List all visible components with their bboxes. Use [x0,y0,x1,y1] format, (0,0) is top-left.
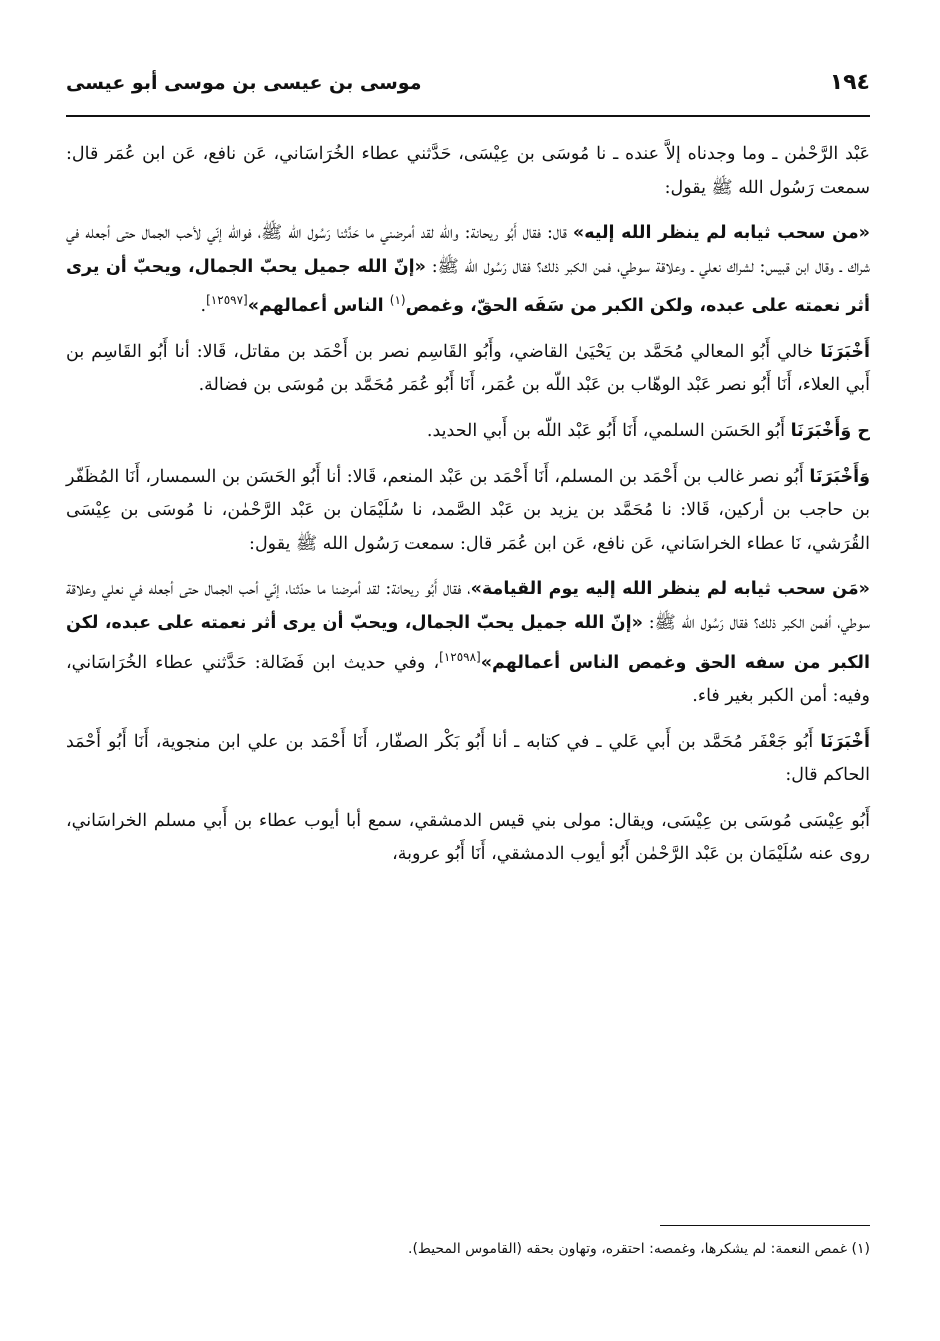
hadith-reference-number: [١٢٥٩٨] [439,649,481,664]
running-title: موسى بن عيسى بن موسى أبو عيسى [66,72,422,94]
footnote-number: (١) [851,1241,870,1257]
hadith-quote: «إنّ الله جميل يحبّ الجمال، ويحبّ أن يرى أثر نعمته على عبده، لكن الكبر من سفه الحق وغمص الناس أعمالهم» [66,612,871,673]
header-rule [66,115,870,117]
page-number: ١٩٤ [829,70,870,95]
hadith-quote: «إنّ الله جميل يحبّ الجمال، ويحبّ أن يرى أثر نعمته على عبده، ولكن الكبر من سَفَه الحقّ، وغمص [66,256,870,317]
paragraph-text: أَبُو جَعْفَر مُحَمَّد بن أَبي عَلي ـ في كتابه ـ أنا أَبُو بَكْر الصفّار، أَنَا أَحْمَد بن علي ابن منجوية، أَنَا أَبُو أَحْمَد الحاكم قال: [66,731,870,786]
paragraph-text: خالي أَبُو المعالي مُحَمَّد بن يَحْيَىٰ القاضي، وأَبُو القَاسِم نصر بن أَحْمَد بن مقاتل، قَالا: أنا أَبُو القَاسِم بن أَبي العلاء، أَنَا أَبُو نصر عَبْد الوهّاب بن عَبْد اللّه بن عُمَر، أَنَا أَبُو عُمَر مُحَمَّد بن مُوسَى بن فضالة. [66,341,870,396]
isnad-keyword: وَأَخْبَرَنَا [809,466,870,487]
paragraph-3 [66,336,870,403]
paragraph-text: عَبْد الرَّحْمٰن ـ وما وجدناه إلاَّ عنده ـ نا مُوسَى بن عِيْسَى، حَدَّثني عطاء الخُرَاسَاني، عَن نافع، عَن ابن عُمَر قال: سمعت رَسُول الله ﷺ يقول: [66,144,870,198]
paragraph-7 [66,726,870,793]
paragraph-1 [66,138,870,205]
paragraph-4 [66,415,870,449]
paragraph-text: أَبُو الحَسَن السلمي، أَنَا أَبُو عَبْد اللّه بن أَبي الحديد. [426,420,791,441]
footnote-rule [660,1225,870,1226]
hadith-quote: «من سحب ثيابه لم ينظر الله إليه» [572,223,870,244]
transition-mark: ح [851,420,870,441]
footnote-text: غمص النعمة: لم يشكرها، وغمصه: احتقره، وتهاون بحقه (القاموس المحيط). [408,1241,848,1257]
paragraph-text: أَبُو عِيْسَى مُوسَى بن عِيْسَى، ويقال: مولى بني قيس الدمشقي، سمع أبا أيوب عطاء بن أَبي مسلم الخراسَاني، روى عنه سُلَيْمَان بن عَبْد الرَّحْمٰن أَبُو أيوب الدمشقي، أَنَا أَبُو عروبة، [66,810,870,865]
paragraph-5 [66,461,870,562]
paragraph-text: . [200,296,207,317]
paragraph-text: ، فقال أَبُو ريحانة: لقد أمرضنا ما حدّثنا، إنّي أحب الجمال حتى أجعله في نعلي وعلاقة سوطي، أفمن الكبر ذلك؟ فقال رَسُول الله ﷺ: [66,579,870,633]
hadith-quote: الناس أعمالهم» [247,296,390,317]
footnote [66,1238,870,1260]
isnad-keyword: وَأَخْبَرَنَا [790,420,852,441]
paragraph-6 [66,573,870,713]
paragraph-text: أَبُو نصر غالب بن أَحْمَد بن المسلم، أَنَا أَحْمَد بن عَبْد المنعم، قَالا: أنا أَبُو الحَسَن بن السمسار، أَنَا المُظَفّر بن حاجب بن أركين، قَالا: نا مُحَمَّد بن يزيد بن عَبْد الصَّمد، نا سُلَيْمَان بن عَبْد الرَّحْمٰن، نا مُوسَى بن عِيْسَى القُرَشي، نَا عطاء الخراسَاني، عَن نافع، عَن ابن عُمَر قال: سمعت رَسُول الله ﷺ يقول: [66,466,870,554]
hadith-quote: «مَن سحب ثيابه لم ينظر الله إليه يوم القيامة» [470,579,870,600]
paragraph-text: ، وفي حديث ابن فَضَالة: حَدَّثني عطاء الخُرَاسَاني، وفيه: أمن الكبر بغير فاء. [66,652,870,706]
isnad-keyword: أَخْبَرَنَا [820,731,870,752]
page-header [66,70,870,112]
hadith-reference-number: [١٢٥٩٧] [206,293,248,308]
isnad-keyword: أَخْبَرَنَا [820,341,870,362]
body-text [66,138,870,1218]
footnote-marker: (١) [389,293,406,308]
paragraph-8 [66,805,870,872]
paragraph-text: قال: فقال أَبُو ريحانة: والله لقد أمرضني ما حَدَّثنا رَسُول الله ﷺ، فوالله إنّي لأحب الجمال حتى أجعله في شراك ـ وقال ابن قبيس: لشراك نعلي ـ وعلاقة سوطي، فمن الكبر ذلك؟ فقال رَسُول الله ﷺ: [66,223,870,277]
paragraph-2 [66,217,870,324]
